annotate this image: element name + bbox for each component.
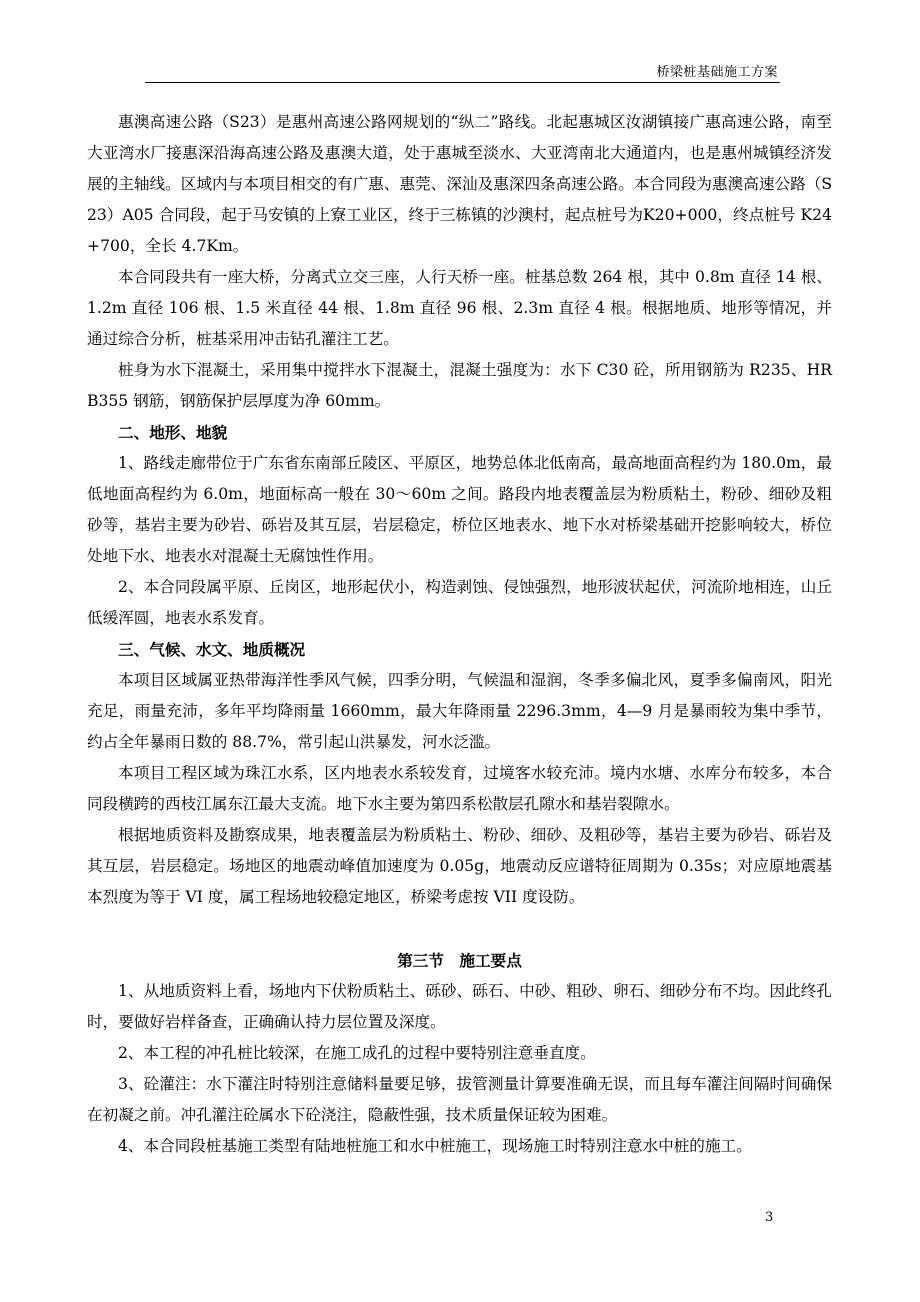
paragraph-bridge-piles: 本合同段共有一座大桥，分离式立交三座，人行天桥一座。桩基总数 264 根，其中 0.8m 直径 14 根、1.2m 直径 106 根、1.5 米直径 44 根、1.8m 直径 96 根、2.3m 直径 4 根。根据地质、地形等情况，并通过综合分析，桩基采用冲击钻孔灌注工艺。: [87, 268, 832, 348]
paragraph-hydrology: 本项目工程区域为珠江水系，区内地表水系较发育，过境客水较充沛。境内水塘、水库分布较多，本合同段横跨的西枝江属东江最大支流。地下水主要为第四系松散层孔隙水和基岩裂隙水。: [87, 764, 832, 813]
document-body: [87, 107, 832, 1162]
paragraph-climate: 本项目区域属亚热带海洋性季风气候，四季分明，气候温和湿润，冬季多偏北风，夏季多偏南风，阳光充足，雨量充沛，多年平均降雨量 1660mm，最大年降雨量 2296.3mm，4—9 月是暴雨较为集中季节，约占全年暴雨日数的 88.7%，常引起山洪暴发，河水泛滥。: [87, 671, 832, 751]
section-title: 第三节 施工要点: [397, 951, 522, 970]
paragraph-route-overview: 惠澳高速公路（S23）是惠州高速公路网规划的“纵二”路线。北起惠城区汝湖镇接广惠高速公路，南至大亚湾水厂接惠深沿海高速公路及惠澳大道，处于惠城至淡水、大亚湾南北大通道内，也是惠州城镇经济发展的主轴线。区域内与本项目相交的有广惠、惠莞、深汕及惠深四条高速公路。本合同段为惠澳高速公路（S23）A05 合同段，起于马安镇的上寮工业区，终于三栋镇的沙澳村，起点桩号为K20+000，终点桩号 K24+700，全长 4.7Km。: [87, 113, 832, 255]
header-title: 桥梁桩基础施工方案: [656, 65, 778, 80]
paragraph-terrain-2: 2、本合同段属平原、丘岗区，地形起伏小，构造剥蚀、侵蚀强烈，地形波状起伏，河流阶地相连，山丘低缓浑圆，地表水系发育。: [87, 578, 832, 627]
paragraph-geology: 根据地质资料及勘察成果，地表覆盖层为粉质粘土、粉砂、细砂、及粗砂等，基岩主要为砂岩、砾岩及其互层，岩层稳定。场地区的地震动峰值加速度为 0.05g，地震动反应谱特征周期为 0.35s；对应原地震基本烈度为等于 VI 度，属工程场地较稳定地区，桥梁考虑按 VII 度设防。: [87, 826, 832, 906]
paragraph-key-point-4: 4、本合同段桩基施工类型有陆地桩施工和水中桩施工，现场施工时特别注意水中桩的施工。: [118, 1137, 752, 1155]
paragraph-key-point-1: 1、从地质资料上看，场地内下伏粉质粘土、砾砂、砾石、中砂、粗砂、卵石、细砂分布不均。因此终孔时，要做好岩样备查，正确确认持力层位置及深度。: [87, 982, 832, 1031]
paragraph-terrain-1: 1、路线走廊带位于广东省东南部丘陵区、平原区，地势总体北低南高，最高地面高程约为 180.0m，最低地面高程约为 6.0m，地面标高一般在 30～60m 之间。路段内地表覆盖层为粉质粘土，粉砂、细砂及粗砂等，基岩主要为砂岩、砾岩及其互层，岩层稳定，桥位区地表水、地下水对桥梁基础开挖影响较大，桥位处地下水、地表水对混凝土无腐蚀性作用。: [87, 454, 832, 565]
page-header: [145, 62, 780, 83]
heading-climate: 三、气候、水文、地质概况: [118, 640, 306, 659]
paragraph-key-point-2: 2、本工程的冲孔桩比较深，在施工成孔的过程中要特别注意垂直度。: [118, 1044, 596, 1062]
heading-terrain: 二、地形、地貌: [118, 423, 228, 442]
paragraph-key-point-3: 3、砼灌注：水下灌注时特别注意储料量要足够，拔管测量计算要准确无误，而且每车灌注间隔时间确保在初凝之前。冲孔灌注砼属水下砼浇注，隐蔽性强，技术质量保证较为困难。: [87, 1075, 832, 1124]
paragraph-pile-concrete: 桩身为水下混凝土，采用集中搅拌水下混凝土，混凝土强度为：水下 C30 砼，所用钢筋为 R235、HRB355 钢筋，钢筋保护层厚度为净 60mm。: [87, 361, 832, 410]
page-number: 3: [765, 1210, 774, 1225]
